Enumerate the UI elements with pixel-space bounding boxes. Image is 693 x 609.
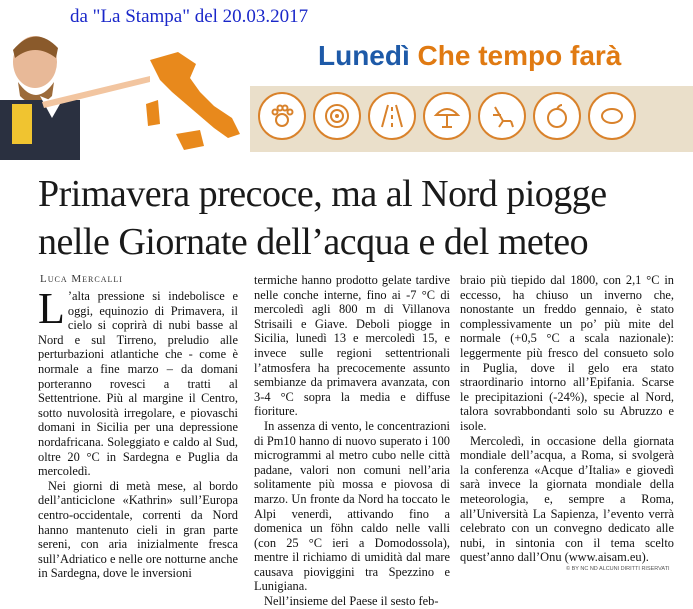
paw-icon: [258, 92, 306, 140]
section-header: [318, 40, 621, 72]
drop-cap: L: [38, 284, 65, 333]
article-column-1: [38, 284, 238, 581]
lemon-icon: [588, 92, 636, 140]
article-column-2: [254, 273, 450, 609]
paragraph: In assenza di vento, le concentrazioni di Pm10 hanno di nuovo superato i 100 microgrammi al metro cubo nelle città padane, valori non comuni nell’aria solitamente più mossa e piovosa di marzo. Un fronte da Nord ha toccato le Alpi venerdì, attivando fino a domenica un föhn caldo nelle valli (con 25 °C ieri a Domodossola), mentre il richiamo di umidità dal mare causava pioviggini tra Spezzino e Lunigiana.: [254, 418, 450, 594]
headline: [38, 170, 678, 266]
paragraph-text: ’alta pressione si indebolisce e oggi, equinozio di Primavera, il cielo si coprirà di nubi basse al Nord e sul Tirreno, preludio alle perturbazioni atlantiche che - come è normale a fine marzo – da domani porteranno rovesci a tratti al Settentrione. Più al margine il Centro, sotto nuvolosità irregolare, e piovaschi domani in Sicilia per una depressione nordafricana. Soleggiato e caldo al Sud, oltre 20 °C in Sardegna e Puglia da mercoledì.: [38, 289, 238, 479]
paragraph: termiche hanno prodotto gelate tardive nelle conche interne, fino ai -7 °C di mercoledì agli 800 m di Villanova Strisaili e Giave. Deboli piogge in Sicilia, lunedì 13 e mercoledì 15, e invece sulle regioni settentrionali l’atmosfera ha precocemente assunto sembianze da primavera avanzata, con 3-4 °C sopra la media e diffuse fioriture.: [254, 273, 450, 419]
source-note: da "La Stampa" del 20.03.2017: [70, 6, 309, 27]
deck-chair-icon: [478, 92, 526, 140]
italy-map-icon: [146, 52, 240, 150]
paragraph: braio più tiepido dal 1800, con 2,1 °C in eccesso, ha chiuso un inverno che, nonostante un freddo gennaio, è stato complessivamente un po’ più mite del normale (+0,5 °C a scala nazionale): leggermente più fresco del consueto solo in Puglia, dove il gelo era stato straordinario intorno all’Epifania. Scarse le precipitazioni (-24%), specie al Nord, talora sovrabbondanti solo su Abruzzo e isole.: [460, 273, 674, 433]
apple-icon: [533, 92, 581, 140]
day-label: Lunedì: [318, 40, 410, 71]
author-byline: Luca Mercalli: [40, 273, 123, 285]
beach-umbrella-icon: [423, 92, 471, 140]
paragraph: [38, 284, 238, 479]
weather-icon-strip: [258, 92, 636, 140]
copyright-note: © BY NC ND ALCUNI DIRITTI RISERVATI: [566, 566, 670, 572]
paragraph: Mercoledì, in occasione della giornata mondiale dell’acqua, a Roma, si svolgerà la conferenza «Acque d’Italia» e giovedì sarà invece la giornata mondiale della meteorologia, e, sempre a Roma, all’Università La Sapienza, l’evento verrà celebrato con un convegno dedicato alle nubi, in sintonia con il tema scelto quest’anno dall’Onu (www.aisam.eu).: [460, 433, 674, 565]
article-column-3: [460, 273, 674, 565]
paragraph: Nell’insieme del Paese il sesto feb-: [264, 594, 439, 609]
road-icon: [368, 92, 416, 140]
paragraph: Nei giorni di metà mese, al bordo dell’anticiclone «Kathrin» sull’Europa centro-occidentale, correnti da Nord hanno mantenuto cieli in gran parte sereni, con aria inizialmente fresca sull’Adriatico e nelle ore notturne anche in Sardegna, dove le inversioni: [38, 478, 238, 581]
headline-line-2: nelle Giornate dell’acqua e del meteo: [38, 221, 589, 263]
target-icon: [313, 92, 361, 140]
section-label: Che tempo farà: [417, 40, 622, 71]
headline-line-1: Primavera precoce, ma al Nord piogge: [38, 173, 607, 215]
